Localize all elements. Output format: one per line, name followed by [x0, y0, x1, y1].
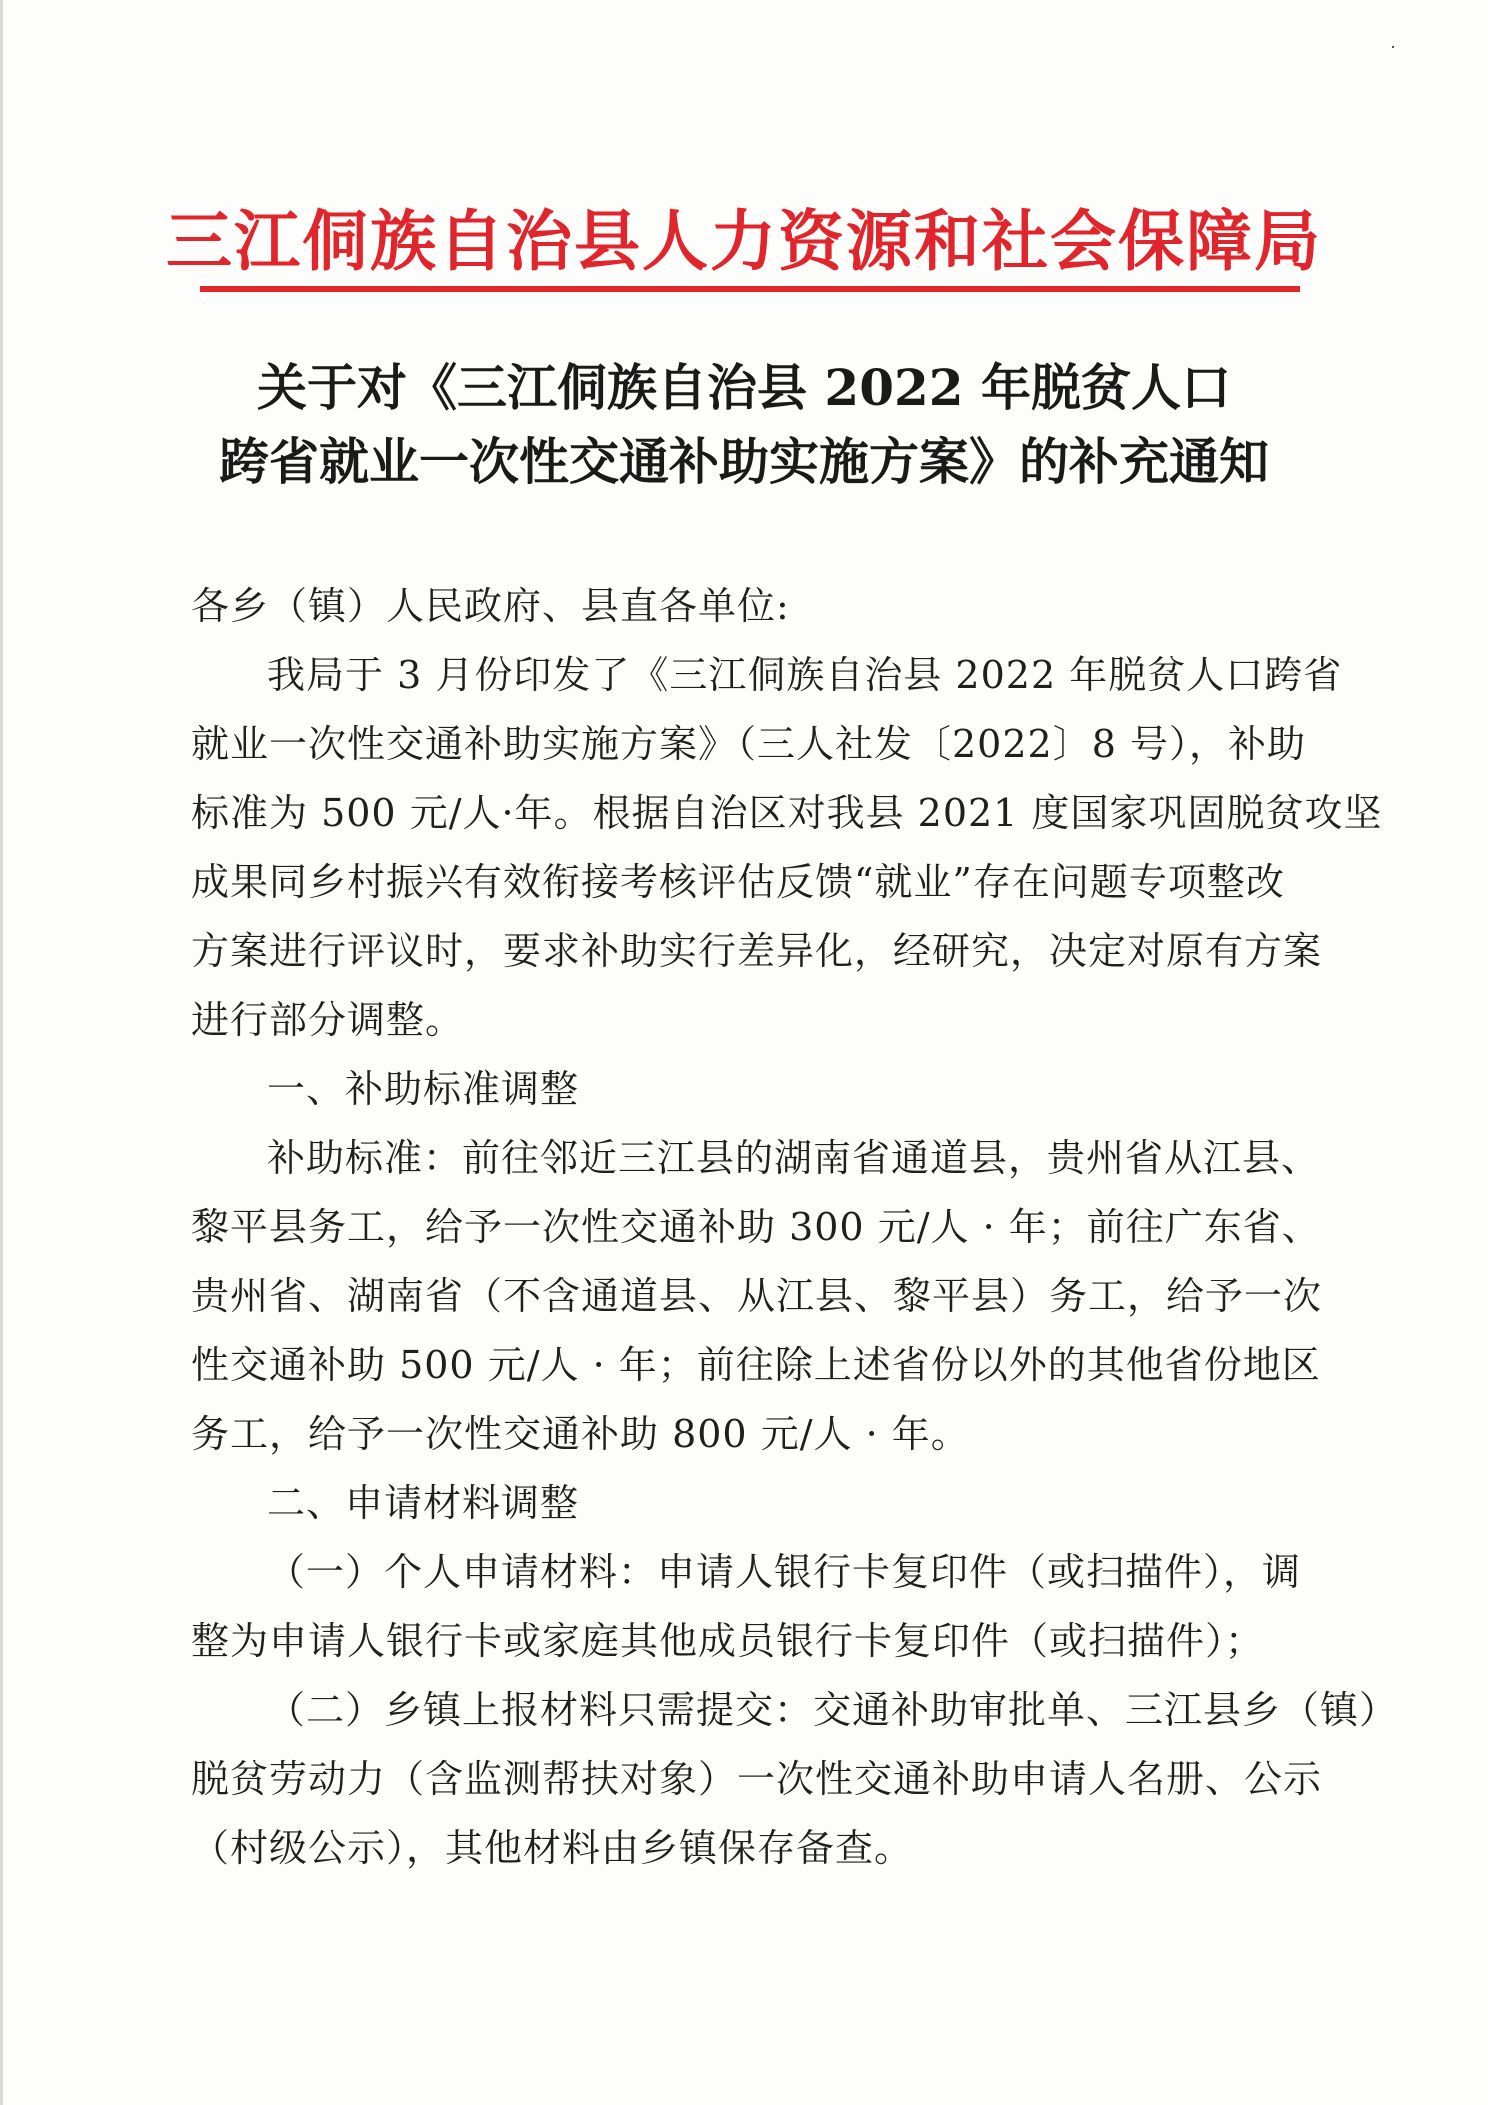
salutation: 各乡（镇）人民政府、县直各单位:	[191, 584, 790, 628]
section-1-line: 黎平县务工，给予一次性交通补助 300 元/人 · 年；前往广东省、	[191, 1205, 1321, 1249]
document-title-line-2: 跨省就业一次性交通补助实施方案》的补充通知	[219, 432, 1269, 491]
section-1-line: 性交通补助 500 元/人 · 年；前往除上述省份以外的其他省份地区	[191, 1343, 1321, 1387]
document-title-line-1: 关于对《三江侗族自治县 2022 年脱贫人口	[257, 358, 1231, 417]
intro-line: 方案进行评议时，要求补助实行差异化，经研究，决定对原有方案	[191, 929, 1323, 973]
section-1-line: 补助标准：前往邻近三江县的湖南省通道县，贵州省从江县、	[267, 1136, 1321, 1180]
section-2-line: 脱贫劳动力（含监测帮扶对象）一次性交通补助申请人名册、公示	[191, 1757, 1323, 1801]
section-2-line: 整为申请人银行卡或家庭其他成员银行卡复印件（或扫描件）；	[191, 1619, 1265, 1663]
intro-line: 就业一次性交通补助实施方案》（三人社发〔2022〕8 号），补助	[191, 722, 1306, 766]
scan-speck	[1392, 46, 1394, 48]
intro-line: 成果同乡村振兴有效衔接考核评估反馈“就业”存在问题专项整改	[191, 860, 1285, 904]
intro-line: 我局于 3 月份印发了《三江侗族自治县 2022 年脱贫人口跨省	[267, 653, 1343, 697]
intro-line: 标准为 500 元/人·年。根据自治区对我县 2021 度国家巩固脱贫攻坚	[191, 791, 1383, 835]
section-2-line: （一）个人申请材料：申请人银行卡复印件（或扫描件），调	[267, 1550, 1302, 1594]
section-1-line: 贵州省、湖南省（不含通道县、从江县、黎平县）务工，给予一次	[191, 1274, 1323, 1318]
section-2-heading: 二、申请材料调整	[267, 1481, 580, 1525]
letterhead-issuer: 三江侗族自治县人力资源和社会保障局	[166, 202, 1322, 280]
scan-edge	[0, 0, 3, 2105]
intro-line: 进行部分调整。	[191, 998, 465, 1042]
section-2-line: （村级公示），其他材料由乡镇保存备查。	[191, 1826, 914, 1870]
section-1-line: 务工，给予一次性交通补助 800 元/人 · 年。	[191, 1412, 970, 1456]
section-1-heading: 一、补助标准调整	[267, 1067, 580, 1111]
section-2-line: （二）乡镇上报材料只需提交：交通补助审批单、三江县乡（镇）	[267, 1688, 1399, 1732]
letterhead-red-rule	[200, 286, 1300, 292]
